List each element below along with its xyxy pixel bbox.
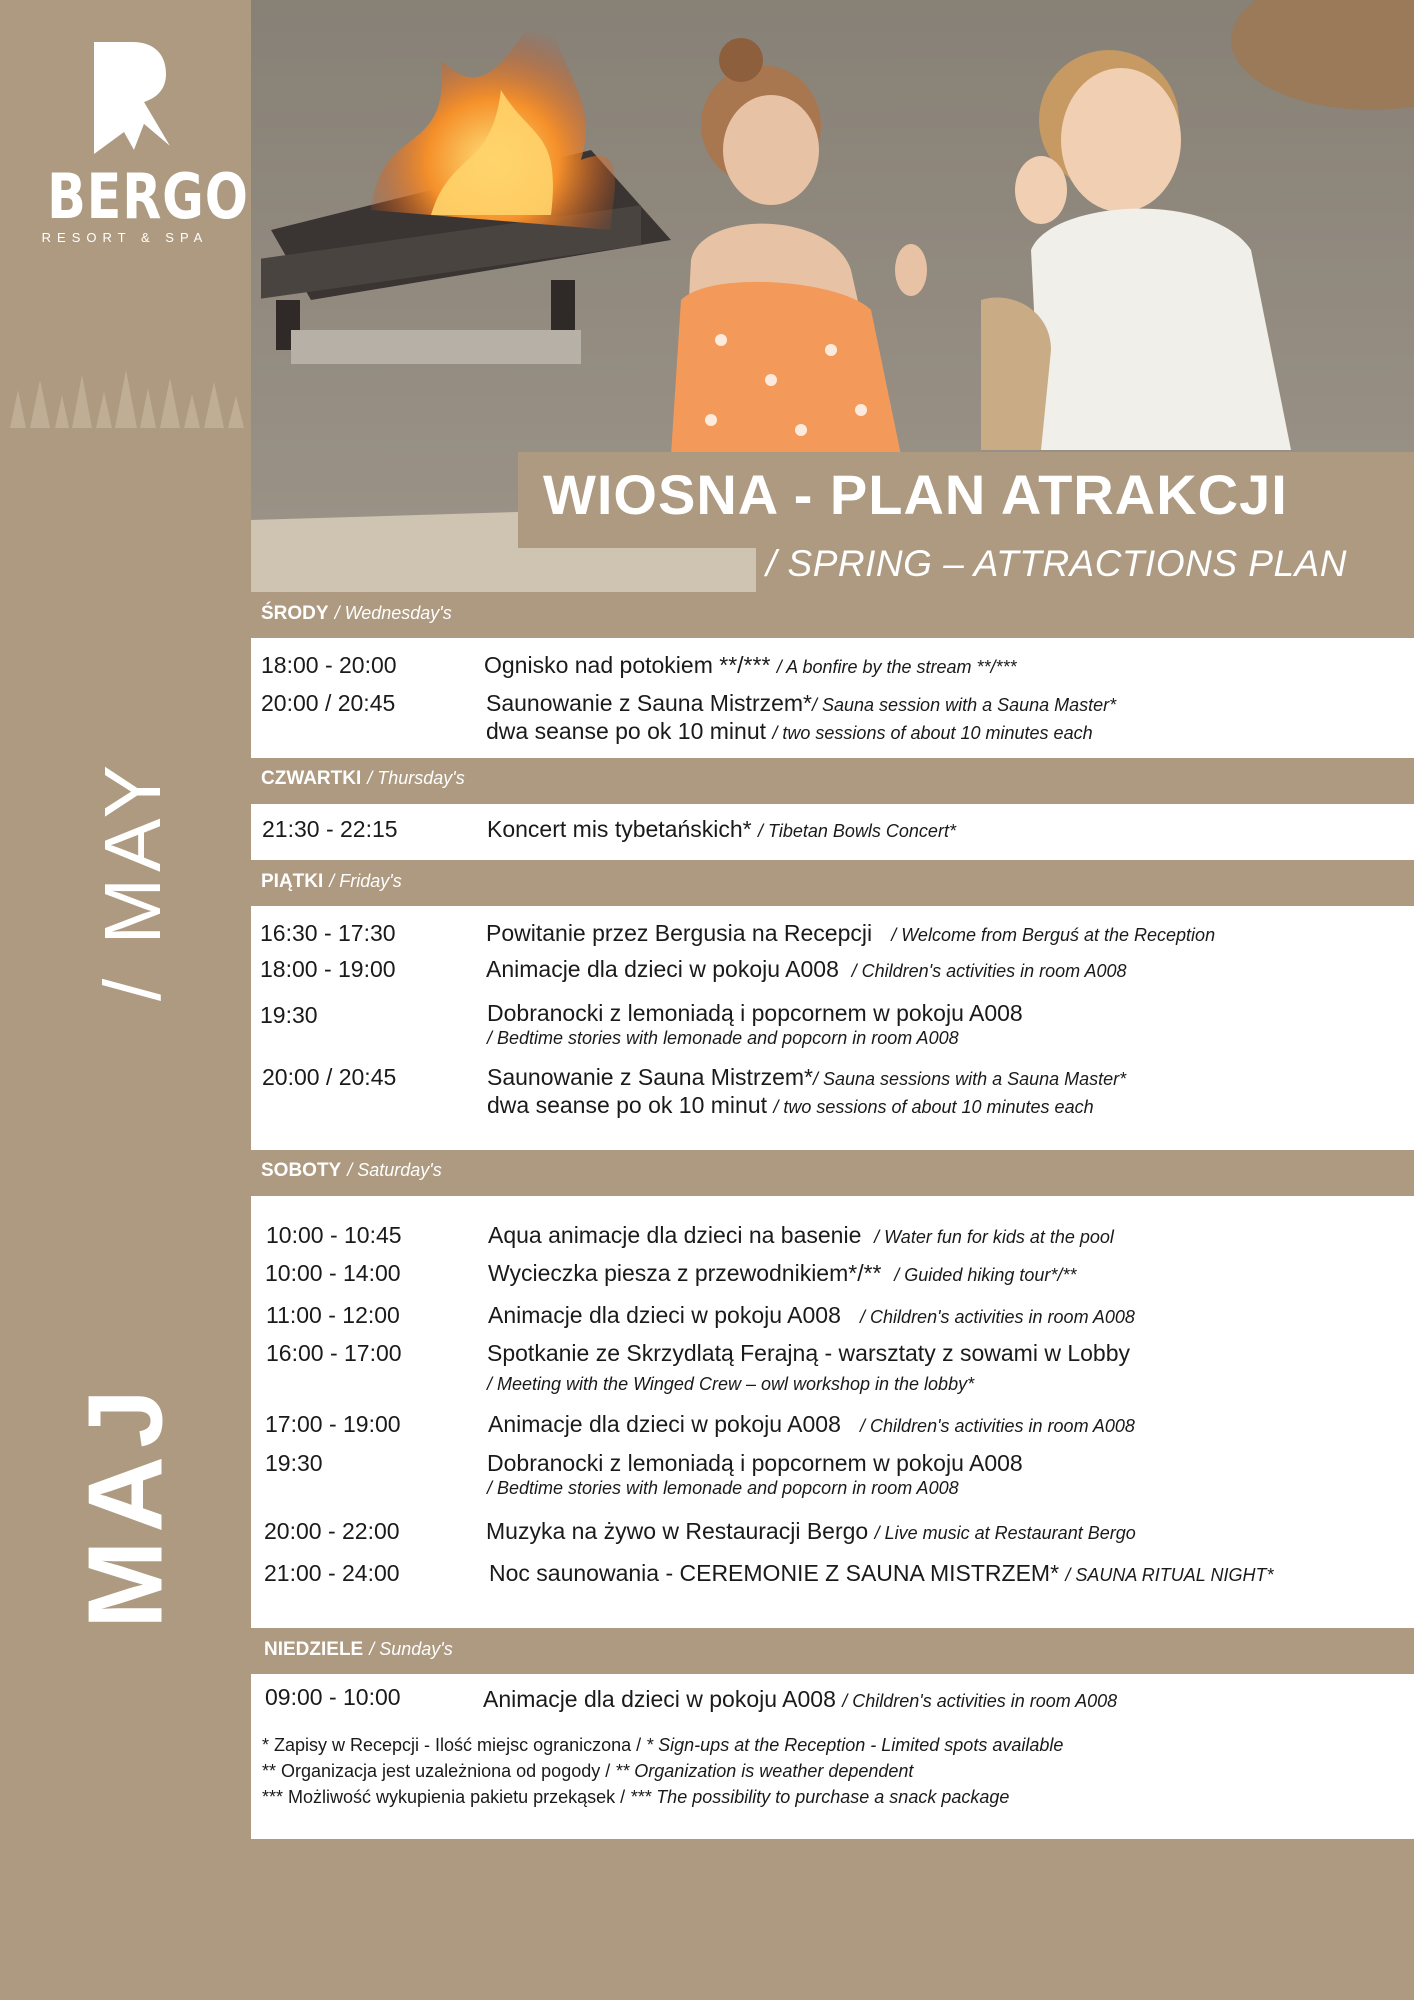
event-title-en: / Tibetan Bowls Concert* xyxy=(758,821,956,841)
event-time: 17:00 - 19:00 xyxy=(265,1411,401,1437)
day-panel-sunday xyxy=(251,1674,1414,1839)
event-title: Aqua animacje dla dzieci na basenie xyxy=(488,1222,862,1248)
event-time: 19:30 xyxy=(260,1002,318,1028)
event-title: Wycieczka piesza z przewodnikiem*/** xyxy=(488,1260,882,1286)
bergo-logo xyxy=(30,38,249,245)
event-title: Animacje dla dzieci w pokoju A008 xyxy=(486,956,839,982)
event-time: 10:00 - 10:45 xyxy=(266,1222,402,1248)
event-time: 20:00 / 20:45 xyxy=(261,690,396,716)
day-label: NIEDZIELE xyxy=(264,1639,364,1660)
event-time: 20:00 - 22:00 xyxy=(264,1518,400,1544)
event-time: 09:00 - 10:00 xyxy=(265,1684,401,1710)
day-label: CZWARTKI xyxy=(261,768,362,789)
page-title: WIOSNA - PLAN ATRAKCJI xyxy=(543,463,1288,526)
day-panel-thursday xyxy=(251,804,1414,860)
event-title: Animacje dla dzieci w pokoju A008 xyxy=(488,1302,841,1328)
logo-mark-icon xyxy=(80,38,170,158)
event-title-en: / Live music at Restaurant Bergo xyxy=(874,1523,1136,1543)
event-title-en: / Meeting with the Winged Crew – owl workshop in the lobby* xyxy=(487,1374,975,1394)
month-polish: MAJ xyxy=(66,1381,185,1629)
event-time: 18:00 - 19:00 xyxy=(260,956,396,982)
event-title: Dobranocki z lemoniadą i popcornem w pokoju A008 xyxy=(487,1000,1023,1026)
event-time: 10:00 - 14:00 xyxy=(265,1260,401,1286)
event-title: Saunowanie z Sauna Mistrzem* xyxy=(486,690,812,716)
event-subtitle-en: / two sessions of about 10 minutes each xyxy=(772,723,1093,743)
event-title: Animacje dla dzieci w pokoju A008 xyxy=(483,1686,836,1712)
day-header-wednesday xyxy=(251,592,1414,638)
day-header-sunday xyxy=(251,1628,1414,1674)
page-subtitle: / SPRING – ATTRACTIONS PLAN xyxy=(766,543,1347,584)
event-title-en: / Water fun for kids at the pool xyxy=(874,1227,1114,1247)
event-subtitle: dwa seanse po ok 10 minut xyxy=(486,718,767,744)
event-title-en: / Guided hiking tour*/** xyxy=(894,1265,1077,1285)
footnote-en: ** Organization is weather dependent xyxy=(615,1761,914,1781)
footnote xyxy=(262,1784,1063,1810)
day-panel-saturday xyxy=(251,1196,1414,1628)
event-time: 19:30 xyxy=(265,1450,323,1476)
event-subtitle-en: / two sessions of about 10 minutes each xyxy=(773,1097,1094,1117)
day-label: SOBOTY xyxy=(261,1160,342,1181)
day-label: ŚRODY xyxy=(261,603,329,624)
event-title-en: / Bedtime stories with lemonade and popcorn in room A008 xyxy=(487,1478,959,1498)
event-time: 21:30 - 22:15 xyxy=(262,816,398,842)
day-label-en: / Wednesday's xyxy=(334,603,452,623)
event-title-en: / Welcome from Berguś at the Reception xyxy=(891,925,1216,945)
event-title-en: / Bedtime stories with lemonade and popcorn in room A008 xyxy=(487,1028,959,1048)
event-time: 21:00 - 24:00 xyxy=(264,1560,400,1586)
footnote xyxy=(262,1758,1063,1784)
footnote-pl: * Zapisy w Recepcji - Ilość miejsc ograniczona / xyxy=(262,1735,647,1755)
event-time: 16:00 - 17:00 xyxy=(266,1340,402,1366)
schedule xyxy=(251,592,1414,1839)
day-label: PIĄTKI xyxy=(261,871,324,892)
event-title: Dobranocki z lemoniadą i popcornem w pokoju A008 xyxy=(487,1450,1023,1476)
event-title-en: / Children's activities in room A008 xyxy=(851,961,1127,981)
event-title-en: / Sauna session with a Sauna Master* xyxy=(812,695,1117,715)
event-title: Ognisko nad potokiem **/*** xyxy=(484,652,771,678)
event-title-en: / Sauna sessions with a Sauna Master* xyxy=(813,1069,1127,1089)
event-title: Noc saunowania - CEREMONIE Z SAUNA MISTRZEM* xyxy=(489,1560,1060,1586)
event-title-en: / Children's activities in room A008 xyxy=(860,1307,1135,1327)
day-label-en: / Sunday's xyxy=(369,1639,453,1659)
event-title: Animacje dla dzieci w pokoju A008 xyxy=(488,1411,841,1437)
day-label-en: / Friday's xyxy=(329,871,402,891)
event-time: 11:00 - 12:00 xyxy=(266,1302,400,1328)
event-title: Spotkanie ze Skrzydlatą Ferajną - warsztaty z sowami w Lobby xyxy=(487,1340,1130,1366)
brand-name: BERGO xyxy=(47,160,249,233)
event-title: Koncert mis tybetańskich* xyxy=(487,816,752,842)
footnotes xyxy=(262,1732,1063,1810)
event-title-en: / SAUNA RITUAL NIGHT* xyxy=(1065,1565,1274,1585)
footnote xyxy=(262,1732,1063,1758)
event-subtitle: dwa seanse po ok 10 minut xyxy=(487,1092,768,1118)
event-title-en: / A bonfire by the stream **/*** xyxy=(776,657,1017,677)
trees-decoration xyxy=(0,350,251,430)
footnote-en: *** The possibility to purchase a snack package xyxy=(630,1787,1010,1807)
month-english: / MAY xyxy=(88,759,177,1001)
day-panel-wednesday xyxy=(251,638,1414,758)
sidebar xyxy=(0,0,251,2000)
day-header-thursday xyxy=(251,758,1414,804)
event-title: Powitanie przez Bergusia na Recepcji xyxy=(486,920,873,946)
event-time: 18:00 - 20:00 xyxy=(261,652,397,678)
event-title-en: / Children's activities in room A008 xyxy=(860,1416,1135,1436)
day-panel-friday xyxy=(251,906,1414,1150)
event-title-en: / Children's activities in room A008 xyxy=(842,1691,1118,1711)
event-time: 16:30 - 17:30 xyxy=(260,920,396,946)
footnote-pl: *** Możliwość wykupienia pakietu przekąsek / xyxy=(262,1787,631,1807)
event-time: 20:00 / 20:45 xyxy=(262,1064,397,1090)
footnote-pl: ** Organizacja jest uzależniona od pogody / xyxy=(262,1761,616,1781)
footnote-en: * Sign-ups at the Reception - Limited spots available xyxy=(646,1735,1064,1755)
day-label-en: / Thursday's xyxy=(367,768,465,788)
day-header-saturday xyxy=(251,1150,1414,1196)
day-label-en: / Saturday's xyxy=(347,1160,442,1180)
event-title: Muzyka na żywo w Restauracji Bergo xyxy=(486,1518,869,1544)
day-header-friday xyxy=(251,860,1414,906)
event-title: Saunowanie z Sauna Mistrzem* xyxy=(487,1064,813,1090)
brand-subtitle: RESORT & SPA xyxy=(41,230,209,245)
